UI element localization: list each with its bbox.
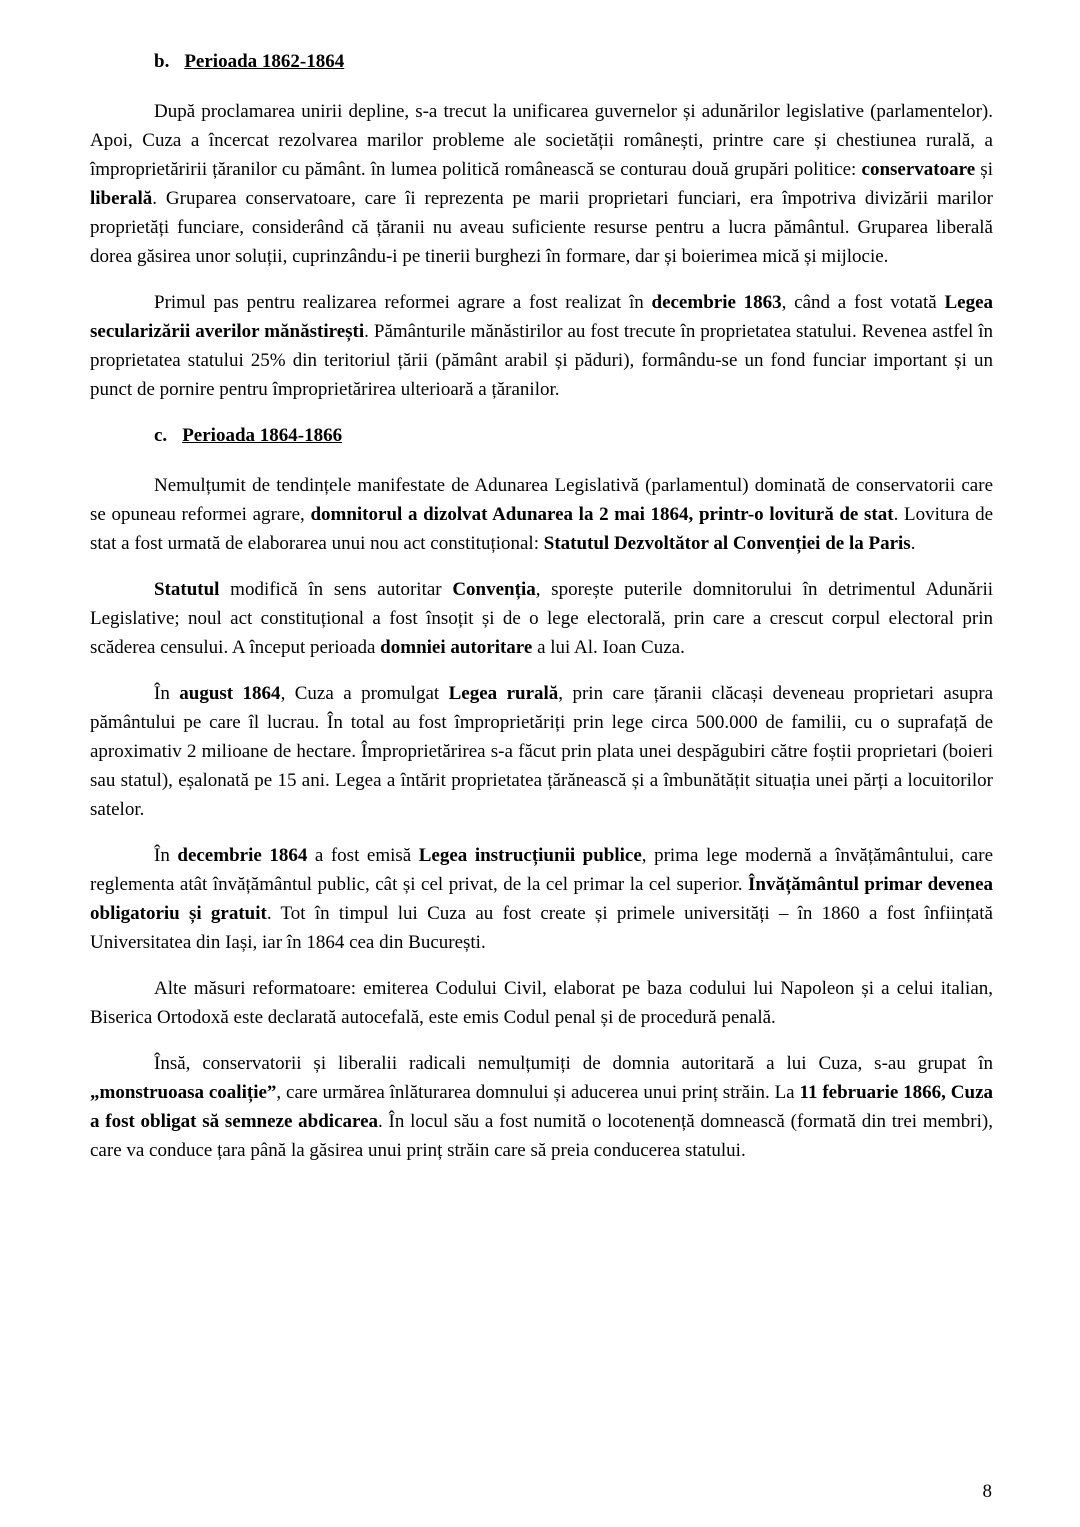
- bold-text-run: „monstruoasa coaliție”: [90, 1082, 277, 1103]
- bold-text-run: Legea rurală: [448, 683, 559, 704]
- paragraph: [90, 471, 993, 558]
- text-run: , care urmărea înlăturarea domnului și aducerea unui prinț străin. La: [276, 1082, 800, 1103]
- text-run: , Cuza a promulgat: [280, 683, 449, 704]
- bold-text-run: Statutul Dezvoltător al Convenției de la Paris: [543, 533, 911, 554]
- paragraph: [90, 974, 993, 1032]
- bold-text-run: domnitorul a dizolvat Adunarea la 2 mai 1864, printr-o lovitură de stat: [310, 504, 894, 525]
- text-run: a fost emisă: [307, 845, 419, 866]
- paragraph: [90, 575, 993, 662]
- page-number: 8: [982, 1481, 992, 1502]
- bold-text-run: Convenția: [452, 579, 536, 600]
- bold-text-run: Legea secularizării averilor mănăstirești: [90, 292, 994, 342]
- text-run: , prin care țăranii clăcași deveneau proprietari asupra pământului pe care îl lucrau. În total au fost împroprietăriți prin lege circa 500.000 de familii, cu o suprafață de aproximativ 2 milioane de hectare. Împroprietărirea s-a făcut prin plata unei despăgubiri către foștii proprietari (boieri sau statul), eșalonată pe 15 ani. Legea a întărit proprietatea țărănească și a îmbunătățit situația unei părți a locuitorilor satelor.: [90, 683, 994, 820]
- bold-text-run: decembrie 1864: [177, 845, 308, 866]
- text-run: și: [975, 159, 993, 180]
- text-run: . Lovitura de stat a fost urmată de elaborarea unui nou act constituțional:: [90, 504, 993, 554]
- bold-text-run: domniei autoritare: [380, 637, 533, 658]
- paragraph: [90, 288, 993, 404]
- text-run: În: [154, 845, 178, 866]
- text-run: . În locul său a fost numită o locotenență domnească (formată din trei membri), care va conduce țara până la găsirea unui prinț străin care să preia conducerea statului.: [90, 1111, 993, 1161]
- bold-text-run: 11 februarie 1866, Cuza a fost obligat să semneze abdicarea: [90, 1082, 994, 1132]
- paragraph: [90, 841, 993, 957]
- bold-text-run: conservatoare: [861, 159, 976, 180]
- section-heading: [154, 421, 993, 450]
- text-run: Însă, conservatorii și liberalii radicali nemulțumiți de domnia autoritară a lui Cuza, s-au grupat în: [154, 1053, 993, 1074]
- heading-label: b.: [154, 51, 170, 72]
- text-run: , prima lege modernă a învățământului, care reglementa atât învățământul public, cât și cel privat, de la cel primar la cel superior.: [90, 845, 994, 895]
- text-run: După proclamarea unirii depline, s-a trecut la unificarea guvernelor și adunărilor legislative (parlamentelor). Apoi, Cuza a încercat rezolvarea marilor probleme ale societății românești, printre care și chestiunea rurală, a împroprietăririi țăranilor cu pământ. în lumea politică românească se conturau două grupări politice:: [90, 101, 993, 180]
- paragraph: [90, 97, 993, 271]
- bold-text-run: decembrie 1863: [651, 292, 782, 313]
- bold-text-run: Învățământul primar devenea obligatoriu și gratuit: [90, 874, 993, 924]
- text-run: , când a fost votată: [781, 292, 945, 313]
- text-run: , sporește puterile domnitorului în detrimentul Adunării Legislative; noul act constituțional a fost însoțit și de o lege electorală, prin care a crescut corpul electoral prin scăderea censului. A început perioada: [90, 579, 994, 658]
- bold-text-run: liberală: [90, 188, 153, 209]
- heading-title: Perioada 1864-1866: [182, 425, 343, 446]
- text-run: . Tot în timpul lui Cuza au fost create și primele universități – în 1860 a fost înființată Universitatea din Iași, iar în 1864 cea din București.: [90, 903, 993, 953]
- heading-title: Perioada 1862-1864: [184, 51, 345, 72]
- text-run: Nemulțumit de tendințele manifestate de Adunarea Legislativă (parlamentul) dominată de conservatorii care se opuneau reformei agrare,: [90, 475, 993, 525]
- bold-text-run: Legea instrucțiunii publice: [418, 845, 642, 866]
- bold-text-run: Statutul: [154, 579, 220, 600]
- text-run: Alte măsuri reformatoare: emiterea Codului Civil, elaborat pe baza codului lui Napoleon și a celui italian, Biserica Ortodoxă este declarată autocefală, este emis Codul penal și de procedură penală.: [90, 978, 993, 1028]
- text-run: În: [154, 683, 180, 704]
- text-run: modifică în sens autoritar: [219, 579, 453, 600]
- text-run: a lui Al. Ioan Cuza.: [532, 637, 685, 658]
- section-heading: [154, 47, 993, 76]
- text-run: .: [910, 533, 916, 554]
- paragraph: [90, 679, 993, 824]
- document-content: [90, 47, 993, 1165]
- text-run: Primul pas pentru realizarea reformei agrare a fost realizat în: [154, 292, 652, 313]
- paragraph: [90, 1049, 993, 1165]
- bold-text-run: august 1864: [179, 683, 281, 704]
- text-run: . Pământurile mănăstirilor au fost trecute în proprietatea statului. Revenea astfel în proprietatea statului 25% din teritoriul țării (pământ arabil și păduri), formându-se un fond funciar important și un punct de pornire pentru împroprietărirea ulterioară a țăranilor.: [90, 321, 993, 400]
- heading-label: c.: [154, 425, 168, 446]
- text-run: . Gruparea conservatoare, care îi reprezenta pe marii proprietari funciari, era împotriva divizării marilor proprietăți funciare, considerând că țăranii nu aveau suficiente resurse pentru a lucra pământul. Gruparea liberală dorea găsirea unor soluții, cuprinzându-i pe tinerii burghezi în formare, dar și boierimea mică și mijlocie.: [90, 188, 993, 267]
